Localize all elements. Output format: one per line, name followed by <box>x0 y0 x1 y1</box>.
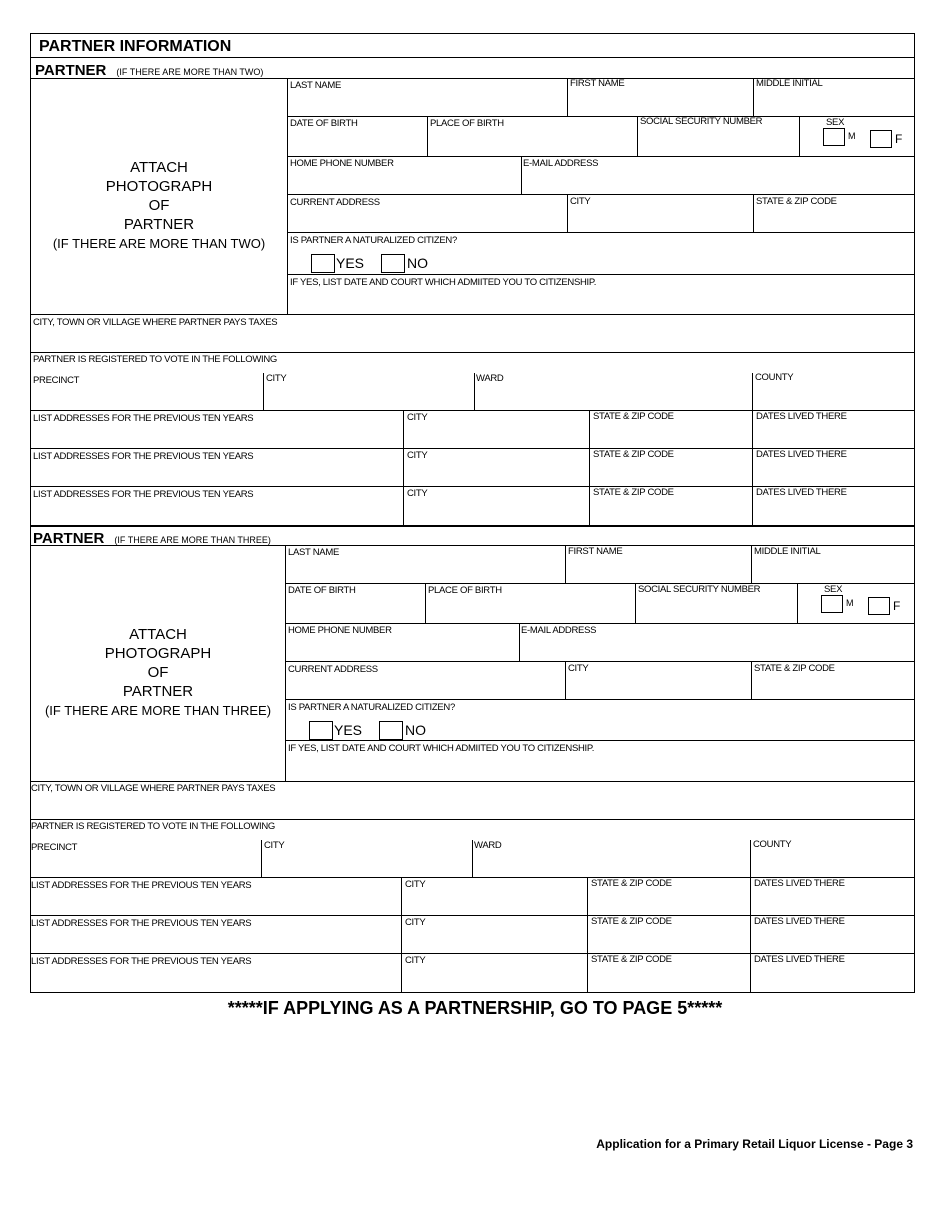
partner-heading: PARTNER (IF THERE ARE MORE THAN TWO) <box>35 62 264 79</box>
middle-initial-label: MIDDLE INITIAL <box>756 78 823 89</box>
first-name-label: FIRST NAME <box>568 546 623 557</box>
dob-label: DATE OF BIRTH <box>288 585 356 596</box>
partner-section-1 <box>31 58 914 526</box>
email-label: E-MAIL ADDRESS <box>523 158 599 169</box>
state-zip-label: STATE & ZIP CODE <box>754 663 835 674</box>
place-of-birth-label: PLACE OF BIRTH <box>428 585 502 596</box>
sex-m-label: M <box>846 598 854 608</box>
vote-city-label: CITY <box>264 840 285 851</box>
naturalized-label: IS PARTNER A NATURALIZED CITIZEN? <box>288 702 455 713</box>
prev-city-label: CITY <box>405 955 426 966</box>
prev-city-label: CITY <box>407 488 428 499</box>
dob-label: DATE OF BIRTH <box>290 118 358 129</box>
prev-dates-label: DATES LIVED THERE <box>754 916 845 927</box>
prev-address-label: LIST ADDRESSES FOR THE PREVIOUS TEN YEARS <box>31 956 252 967</box>
sex-m-checkbox[interactable] <box>823 128 845 146</box>
email-label: E-MAIL ADDRESS <box>521 625 597 636</box>
sex-m-label: M <box>848 131 856 141</box>
prev-state-zip-label: STATE & ZIP CODE <box>591 954 672 965</box>
pays-taxes-label: CITY, TOWN OR VILLAGE WHERE PARTNER PAYS TAXES <box>31 783 276 794</box>
prev-city-label: CITY <box>405 917 426 928</box>
attach-photo-area[interactable]: ATTACH PHOTOGRAPH OF PARTNER (IF THERE ARE MORE THAN TWO) <box>52 159 266 251</box>
partner-heading: PARTNER (IF THERE ARE MORE THAN THREE) <box>33 530 271 547</box>
ssn-label: SOCIAL SECURITY NUMBER <box>640 116 763 127</box>
place-of-birth-label: PLACE OF BIRTH <box>430 118 504 129</box>
sex-f-checkbox[interactable] <box>868 597 890 615</box>
vote-city-label: CITY <box>266 373 287 384</box>
prev-state-zip-label: STATE & ZIP CODE <box>591 878 672 889</box>
prev-address-label: LIST ADDRESSES FOR THE PREVIOUS TEN YEARS <box>33 413 254 424</box>
county-label: COUNTY <box>753 839 792 850</box>
naturalized-yes-label: YES <box>336 255 365 271</box>
current-address-label: CURRENT ADDRESS <box>288 664 378 675</box>
sex-label: SEX <box>826 117 845 128</box>
naturalized-no-label: NO <box>405 722 426 738</box>
state-zip-label: STATE & ZIP CODE <box>756 196 837 207</box>
sex-f-label: F <box>895 132 903 146</box>
prev-dates-label: DATES LIVED THERE <box>756 449 847 460</box>
prev-dates-label: DATES LIVED THERE <box>756 487 847 498</box>
prev-dates-label: DATES LIVED THERE <box>756 411 847 422</box>
prev-dates-label: DATES LIVED THERE <box>754 878 845 889</box>
partnership-instruction-banner: *****IF APPLYING AS A PARTNERSHIP, GO TO PAGE 5***** <box>227 998 723 1018</box>
attach-photo-area[interactable]: ATTACH PHOTOGRAPH OF PARTNER (IF THERE ARE MORE THAN THREE) <box>44 626 272 718</box>
partner-information-form <box>30 33 915 993</box>
naturalized-no-checkbox[interactable] <box>381 254 405 273</box>
naturalized-yes-checkbox[interactable] <box>309 721 333 740</box>
sex-label: SEX <box>824 584 843 595</box>
last-name-label: LAST NAME <box>288 547 339 558</box>
partner-section-2 <box>31 526 914 992</box>
sex-m-checkbox[interactable] <box>821 595 843 613</box>
pays-taxes-label: CITY, TOWN OR VILLAGE WHERE PARTNER PAYS TAXES <box>33 317 278 328</box>
prev-city-label: CITY <box>405 879 426 890</box>
middle-initial-label: MIDDLE INITIAL <box>754 546 821 557</box>
prev-city-label: CITY <box>407 450 428 461</box>
first-name-label: FIRST NAME <box>570 78 625 89</box>
page-footer: Application for a Primary Retail Liquor License - Page 3 <box>596 1137 913 1151</box>
citizenship-court-label: IF YES, LIST DATE AND COURT WHICH ADMIITED YOU TO CITIZENSHIP. <box>288 743 595 754</box>
ssn-label: SOCIAL SECURITY NUMBER <box>638 584 761 595</box>
city-label: CITY <box>570 196 591 207</box>
ward-label: WARD <box>474 840 502 851</box>
prev-state-zip-label: STATE & ZIP CODE <box>591 916 672 927</box>
prev-state-zip-label: STATE & ZIP CODE <box>593 449 674 460</box>
naturalized-no-checkbox[interactable] <box>379 721 403 740</box>
prev-address-label: LIST ADDRESSES FOR THE PREVIOUS TEN YEARS <box>31 880 252 891</box>
last-name-label: LAST NAME <box>290 80 341 91</box>
prev-address-label: LIST ADDRESSES FOR THE PREVIOUS TEN YEARS <box>33 451 254 462</box>
prev-address-label: LIST ADDRESSES FOR THE PREVIOUS TEN YEARS <box>31 918 252 929</box>
prev-dates-label: DATES LIVED THERE <box>754 954 845 965</box>
sex-f-checkbox[interactable] <box>870 130 892 148</box>
prev-state-zip-label: STATE & ZIP CODE <box>593 487 674 498</box>
precinct-label: PRECINCT <box>33 375 80 386</box>
prev-address-label: LIST ADDRESSES FOR THE PREVIOUS TEN YEARS <box>33 489 254 500</box>
sex-f-label: F <box>893 599 901 613</box>
naturalized-yes-label: YES <box>334 722 363 738</box>
precinct-label: PRECINCT <box>31 842 78 853</box>
prev-city-label: CITY <box>407 412 428 423</box>
city-label: CITY <box>568 663 589 674</box>
current-address-label: CURRENT ADDRESS <box>290 197 380 208</box>
naturalized-no-label: NO <box>407 255 428 271</box>
citizenship-court-label: IF YES, LIST DATE AND COURT WHICH ADMIITED YOU TO CITIZENSHIP. <box>290 277 597 288</box>
ward-label: WARD <box>476 373 504 384</box>
home-phone-label: HOME PHONE NUMBER <box>288 625 392 636</box>
prev-state-zip-label: STATE & ZIP CODE <box>593 411 674 422</box>
form-title: PARTNER INFORMATION <box>31 34 914 58</box>
naturalized-yes-checkbox[interactable] <box>311 254 335 273</box>
home-phone-label: HOME PHONE NUMBER <box>290 158 394 169</box>
county-label: COUNTY <box>755 372 794 383</box>
registered-vote-label: PARTNER IS REGISTERED TO VOTE IN THE FOLLOWING <box>33 354 277 365</box>
naturalized-label: IS PARTNER A NATURALIZED CITIZEN? <box>290 235 457 246</box>
registered-vote-label: PARTNER IS REGISTERED TO VOTE IN THE FOLLOWING <box>31 821 275 832</box>
